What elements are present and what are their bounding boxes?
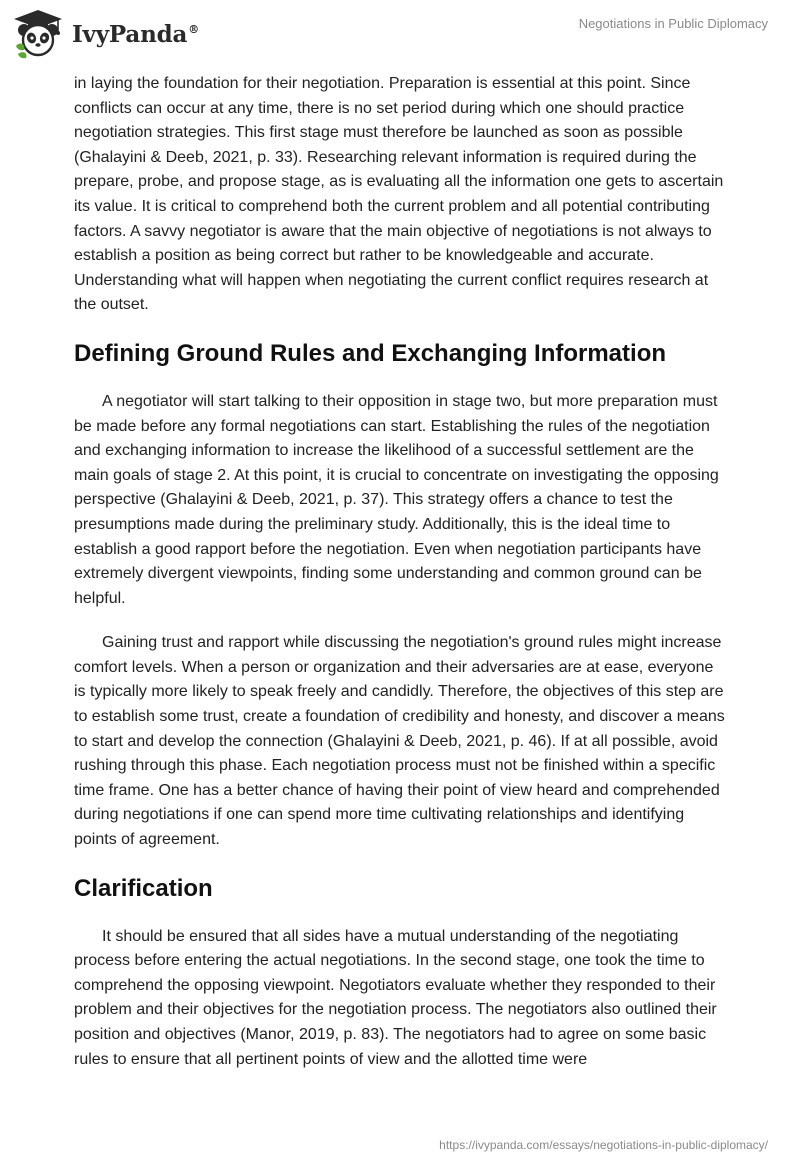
logo-name: IvyPanda: [72, 20, 188, 48]
paragraph: Gaining trust and rapport while discussing the negotiation's ground rules might increase comfort levels. When a person or organization and their adversaries are at ease, everyone is typically more likely to speak freely and candidly. Therefore, the objectives of this step are to establish some trust, create a foundation of credibility and honesty, and discover a means to start and develop the connection (Ghalayini & Deeb, 2021, p. 46). If at all possible, avoid rushing through this phase. Each negotiation process must not be finished within a specific time frame. One has a better chance of having their point of view heard and comprehended during negotiations if one can spend more time cultivating relationships and identifying points of agreement.: [74, 634, 725, 849]
paragraph: It should be ensured that all sides have a mutual understanding of the negotiating process before entering the actual negotiations. In the second stage, one took the time to comprehend the opposing viewpoint. Negotiators evaluate whether they responded to their problem and their objectives for the negotiation process. The negotiators also outlined their position and objectives (Manor, 2019, p. 83). The negotiators had to agree on some basic rules to ensure that all pertinent points of view and the allotted time were: [74, 927, 717, 1068]
section-heading-clarification: Clarification: [74, 874, 213, 902]
section-heading-ground-rules: Defining Ground Rules and Exchanging Information: [74, 339, 667, 367]
logo-wordmark: [72, 21, 199, 48]
ivypanda-logo[interactable]: [12, 8, 199, 60]
page-header: [0, 0, 800, 70]
essay-body: [74, 72, 728, 1092]
running-title: Negotiations in Public Diplomacy: [578, 16, 768, 31]
source-url[interactable]: https://ivypanda.com/essays/negotiations-in-public-diplomacy/: [439, 1138, 768, 1152]
panda-graduate-icon: [12, 8, 64, 60]
logo-registered-mark: ®: [188, 22, 199, 36]
paragraph: A negotiator will start talking to their opposition in stage two, but more preparation must be made before any formal negotiations can start. Establishing the rules of the negotiation and exchanging information to increase the likelihood of a successful settlement are the main goals of stage 2. At this point, it is crucial to concentrate on investigating the opposing perspective (Ghalayini & Deeb, 2021, p. 37). This strategy offers a chance to test the presumptions made during the preliminary study. Additionally, this is the ideal time to establish a good rapport before the negotiation. Even when negotiation participants have extremely divergent viewpoints, finding some understanding and common ground can be helpful.: [74, 392, 719, 607]
paragraph-continued: in laying the foundation for their negotiation. Preparation is essential at this point. Since conflicts can occur at any time, there is no set period during which one should practice negotiation strategies. This first stage must therefore be launched as soon as possible (Ghalayini & Deeb, 2021, p. 33). Researching relevant information is required during the prepare, probe, and propose stage, as is evaluating all the information one gets to ascertain its value. It is critical to comprehend both the current problem and all potential contributing factors. A savvy negotiator is aware that the main objective of negotiations is not always to establish a position as being correct but rather to be knowledgeable and accurate. Understanding what will happen when negotiating the current conflict requires research at the outset.: [74, 75, 724, 314]
